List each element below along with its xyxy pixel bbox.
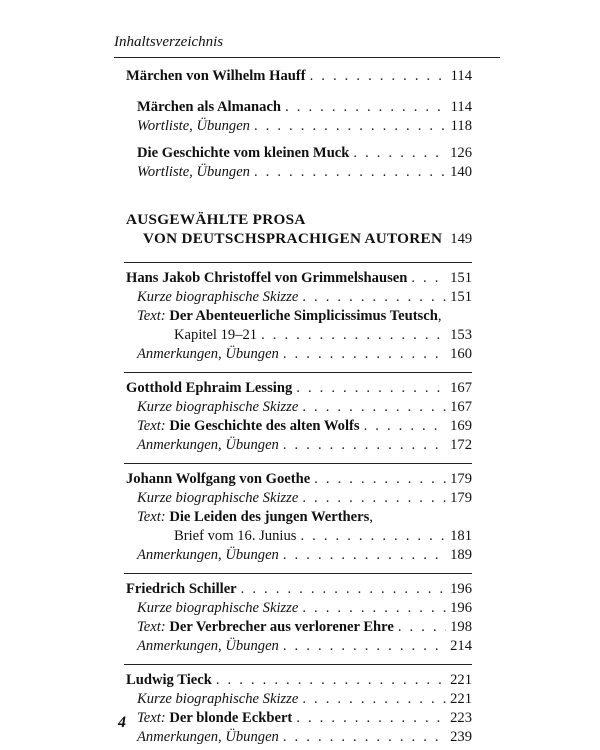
author-name: Johann Wolfgang von Goethe [126, 471, 311, 487]
text-comma: , [437, 308, 442, 324]
entry-title: Kurze biographische Skizze [137, 490, 299, 506]
dot-leader [302, 398, 446, 417]
toc-entry-notes[interactable] [126, 637, 472, 656]
page-number: 196 [450, 600, 472, 616]
table-of-contents [126, 63, 472, 747]
dot-leader [314, 470, 446, 489]
entry-title: Kurze biographische Skizze [137, 399, 299, 415]
dot-leader [296, 709, 446, 728]
toc-entry-lessing[interactable] [126, 379, 472, 398]
text-label: Text: [137, 509, 166, 525]
entry-title: Kurze biographische Skizze [137, 289, 299, 305]
dot-leader [310, 67, 447, 86]
page-number: 198 [450, 619, 472, 635]
dot-leader [302, 690, 446, 709]
toc-entry-text[interactable] [126, 709, 472, 728]
toc-entry-grimmelshausen[interactable] [126, 269, 472, 288]
dot-leader [254, 117, 447, 136]
page-number: 114 [450, 68, 472, 84]
toc-entry-tieck[interactable] [126, 671, 472, 690]
dot-leader [283, 436, 446, 455]
page-number: 167 [450, 380, 472, 396]
toc-entry-text-cont[interactable] [126, 326, 472, 345]
page-number: 153 [450, 327, 472, 343]
entry-title: Märchen von Wilhelm Hauff [126, 68, 306, 84]
toc-entry-text[interactable] [126, 508, 472, 527]
dot-leader [216, 671, 446, 690]
page-number: 140 [450, 164, 472, 180]
author-name: Ludwig Tieck [126, 672, 212, 688]
entry-title: Anmerkungen, Übungen [137, 437, 279, 453]
page-number-footer: 4 [118, 714, 126, 731]
page-number: 172 [450, 437, 472, 453]
entry-title: Märchen als Almanach [137, 99, 282, 115]
page-number: 221 [450, 672, 472, 688]
dot-leader [283, 546, 446, 565]
toc-entry-bio[interactable] [126, 690, 472, 709]
section-heading-line2: VON DEUTSCHSPRACHIGEN AUTOREN [143, 230, 443, 247]
entry-title: Anmerkungen, Übungen [137, 346, 279, 362]
page-number: 167 [450, 399, 472, 415]
page-number: 181 [450, 528, 472, 544]
running-header: Inhaltsverzeichnis [114, 34, 224, 50]
toc-entry-notes[interactable] [126, 345, 472, 364]
dot-leader [283, 637, 446, 656]
toc-entry-text[interactable] [126, 307, 472, 326]
text-title: Der Verbrecher aus verlorener Ehre [169, 619, 394, 635]
page-number: 160 [450, 346, 472, 362]
dot-leader [302, 599, 446, 618]
dot-leader [411, 269, 446, 288]
toc-entry-bio[interactable] [126, 398, 472, 417]
text-title: Die Leiden des jungen Werthers [169, 509, 370, 525]
author-name: Friedrich Schiller [126, 581, 237, 597]
page-number: 114 [450, 99, 472, 115]
dot-leader [285, 98, 447, 117]
entry-title: Wortliste, Übungen [137, 118, 250, 134]
toc-entry-muck[interactable] [126, 144, 472, 163]
page-number: 149 [450, 231, 473, 247]
page-number: 151 [450, 270, 472, 286]
toc-entry-text-cont[interactable] [126, 527, 472, 546]
page-number: 221 [450, 691, 472, 707]
dot-leader [302, 489, 446, 508]
toc-entry-almanach-notes[interactable] [126, 117, 472, 136]
page-number: 126 [450, 145, 472, 161]
toc-entry-hauff[interactable] [126, 67, 472, 86]
entry-title: Anmerkungen, Übungen [137, 729, 279, 745]
entry-title: Kurze biographische Skizze [137, 600, 299, 616]
page-number: 239 [450, 729, 472, 745]
toc-entry-section[interactable] [126, 229, 472, 248]
text-label: Text: [137, 710, 166, 726]
text-title: Der Abenteuerliche Simplicissimus Teutsch [169, 308, 438, 324]
entry-title: Kurze biographische Skizze [137, 691, 299, 707]
page-number: 151 [450, 289, 472, 305]
entry-title: Die Geschichte vom kleinen Muck [137, 145, 350, 161]
dot-leader [302, 288, 446, 307]
toc-entry-almanach[interactable] [126, 98, 472, 117]
toc-entry-notes[interactable] [126, 728, 472, 747]
toc-entry-bio[interactable] [126, 288, 472, 307]
page-number: 189 [450, 547, 472, 563]
toc-entry-muck-notes[interactable] [126, 163, 472, 182]
text-label: Text: [137, 418, 166, 434]
dot-leader [398, 618, 446, 637]
toc-entry-goethe[interactable] [126, 470, 472, 489]
text-label: Text: [137, 308, 166, 324]
page-number: 214 [450, 638, 472, 654]
author-name: Hans Jakob Christoffel von Grimmelshausen [126, 270, 408, 286]
entry-title: Anmerkungen, Übungen [137, 638, 279, 654]
toc-entry-bio[interactable] [126, 599, 472, 618]
page-number: 196 [450, 581, 472, 597]
toc-entry-notes[interactable] [126, 546, 472, 565]
entry-title: Wortliste, Übungen [137, 164, 250, 180]
toc-entry-schiller[interactable] [126, 580, 472, 599]
entry-title: Brief vom 16. Junius [174, 528, 297, 544]
dot-leader [254, 163, 446, 182]
page-number: 169 [450, 418, 472, 434]
text-title: Die Geschichte des alten Wolfs [169, 418, 360, 434]
entry-title: Kapitel 19–21 [174, 327, 258, 343]
toc-entry-notes[interactable] [126, 436, 472, 455]
author-name: Gotthold Ephraim Lessing [126, 380, 293, 396]
toc-entry-bio[interactable] [126, 489, 472, 508]
page-number: 179 [450, 490, 472, 506]
text-comma: , [369, 509, 373, 525]
section-heading-line1: AUSGEWÄHLTE PROSA [126, 211, 306, 228]
dot-leader [353, 144, 446, 163]
dot-leader [364, 417, 447, 436]
dot-leader [283, 728, 446, 747]
page-number: 118 [450, 118, 472, 134]
dot-leader [241, 580, 446, 599]
header-rule [114, 57, 500, 58]
dot-leader [296, 379, 446, 398]
entry-title: Anmerkungen, Übungen [137, 547, 279, 563]
text-label: Text: [137, 619, 166, 635]
dot-leader [261, 326, 446, 345]
toc-entry-text[interactable] [126, 417, 472, 436]
dot-leader [300, 527, 446, 546]
text-title: Der blonde Eckbert [169, 710, 293, 726]
page-number: 179 [450, 471, 472, 487]
dot-leader [283, 345, 446, 364]
toc-entry-text[interactable] [126, 618, 472, 637]
page-number: 223 [450, 710, 472, 726]
